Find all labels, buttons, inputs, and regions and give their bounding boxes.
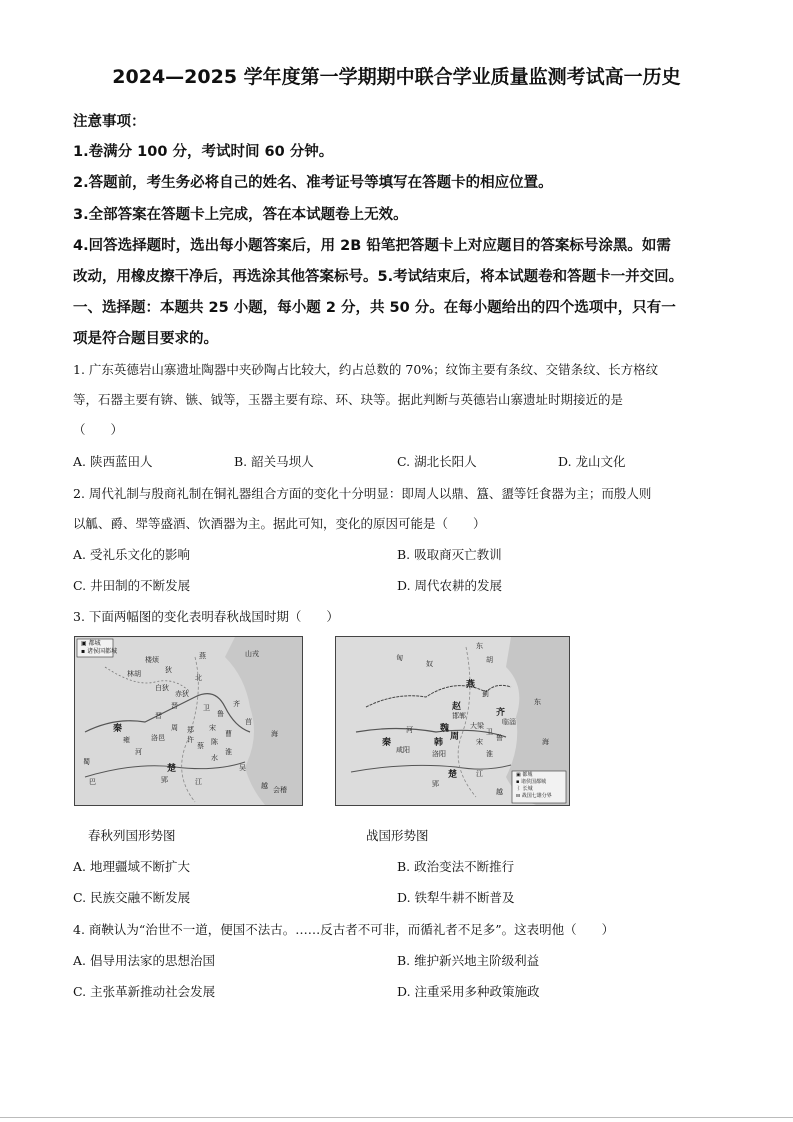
map-label: 齐 xyxy=(233,700,240,708)
q1-stem-cont: 等，石器主要有锛、镞、钺等，玉器主要有琮、环、玦等。据此判断与英德岩山寨遗址时期接近的是 xyxy=(73,392,624,407)
map-label: 水 xyxy=(211,754,218,762)
map-label: 蜀 xyxy=(83,758,90,766)
map-label: 楚 xyxy=(167,764,177,774)
map2-caption: 战国形势图 xyxy=(366,828,429,843)
map-label: 白狄 xyxy=(155,684,169,692)
q4-option-d[interactable]: D. 注重采用多种政策施政 xyxy=(397,984,540,999)
notes-heading: 注意事项： xyxy=(73,114,146,130)
legend-item: ▪ 诸侯国都城 xyxy=(516,779,546,785)
map-label: 周 xyxy=(171,724,178,732)
legend-item: ⊟ 战国七雄分界 xyxy=(516,793,552,799)
q2-option-a[interactable]: A. 受礼乐文化的影响 xyxy=(73,547,190,562)
map-label: 郢 xyxy=(161,776,168,784)
q1-stem: 1. 广东英德岩山寨遗址陶器中夹砂陶占比较大，约占总数的 70%；纹饰主要有条纹、交错条纹、长方格纹 xyxy=(73,362,659,377)
map-label: 卫 xyxy=(203,704,210,712)
map-label: 大梁 xyxy=(470,722,484,730)
map-label: 邯郸 xyxy=(452,712,466,720)
map-label: 会稽 xyxy=(273,786,287,794)
map-label: 巴 xyxy=(89,778,96,786)
map-label: 洛阳 xyxy=(432,750,446,758)
map-label: 奴 xyxy=(426,660,433,668)
map-label: 林胡 xyxy=(127,670,141,678)
map-label: 蔡 xyxy=(197,742,204,750)
q1-option-a[interactable]: A. 陕西蓝田人 xyxy=(73,454,153,469)
map-label: 宋 xyxy=(209,724,216,732)
map-label: 鲁 xyxy=(217,710,224,718)
q2-option-c[interactable]: C. 井田制的不断发展 xyxy=(73,578,191,593)
map-label: 河 xyxy=(135,748,142,756)
legend-item: ▣ 都城 xyxy=(81,640,101,647)
q4-option-a[interactable]: A. 倡导用法家的思想治国 xyxy=(73,953,215,968)
map-label: 秦 xyxy=(382,738,392,748)
map-label: 宋 xyxy=(476,738,483,746)
map-label: 韩 xyxy=(434,738,444,748)
map-label: 河 xyxy=(406,726,413,734)
map-label: 雍 xyxy=(123,736,130,744)
q1-option-b[interactable]: B. 韶关马坝人 xyxy=(234,454,314,469)
q2-stem: 2. 周代礼制与殷商礼制在铜礼器组合方面的变化十分明显：即周人以鼎、簋、盨等饪食器为主；而殷人则 xyxy=(73,486,652,501)
map1-legend xyxy=(78,639,120,657)
q1-option-d[interactable]: D. 龙山文化 xyxy=(558,454,626,469)
map-label: 越 xyxy=(496,788,503,796)
map-label: 赵 xyxy=(452,702,462,712)
map-label: 晋 xyxy=(171,702,178,710)
map-label: 郢 xyxy=(432,780,439,788)
spring-autumn-map xyxy=(74,636,303,806)
map-label: 江 xyxy=(476,770,483,778)
map-label: 海 xyxy=(542,738,549,746)
map-label: 越 xyxy=(261,782,268,790)
map-label: 山戎 xyxy=(245,650,259,658)
map-illustration xyxy=(75,637,302,805)
map-label: 曹 xyxy=(225,730,232,738)
q3-option-c[interactable]: C. 民族交融不断发展 xyxy=(73,890,191,905)
map-label: 临淄 xyxy=(502,718,516,726)
q1-answer-blank: （ ） xyxy=(73,422,124,437)
q2-option-d[interactable]: D. 周代农耕的发展 xyxy=(397,578,503,593)
map-label: 燕 xyxy=(466,680,476,690)
map-label: 淮 xyxy=(486,750,493,758)
map-label: 卫 xyxy=(486,728,493,736)
map-label: 蓟 xyxy=(482,690,489,698)
note-item: 3.全部答案在答题卡上完成，答在本试题卷上无效。 xyxy=(73,207,408,223)
map-label: 北 xyxy=(195,674,202,682)
map-label: 东 xyxy=(476,642,483,650)
exam-title: 2024—2025 学年度第一学期期中联合学业质量监测考试高一历史 xyxy=(112,66,681,88)
map-label: 秦 xyxy=(113,724,123,734)
q2-stem-cont: 以觚、爵、斝等盛酒、饮酒器为主。据此可知，变化的原因可能是（ ） xyxy=(73,516,486,531)
map-label: 周 xyxy=(450,732,460,742)
map-label: 海 xyxy=(271,730,278,738)
map-label: 魏 xyxy=(440,724,450,734)
q3-option-b[interactable]: B. 政治变法不断推行 xyxy=(397,859,515,874)
section-heading: 一、选择题：本题共 25 小题，每小题 2 分，共 50 分。在每小题给出的四个选项中，只有一 xyxy=(73,300,676,316)
q3-option-d[interactable]: D. 铁犁牛耕不断普及 xyxy=(397,890,515,905)
q4-stem: 4. 商鞅认为“治世不一道，便国不法古。……反古者不可非，而循礼者不足多”。这表明他（ ） xyxy=(73,922,615,937)
q4-option-c[interactable]: C. 主张革新推动社会发展 xyxy=(73,984,216,999)
map-label: 咸阳 xyxy=(396,746,410,754)
map-label: 胡 xyxy=(486,656,493,664)
q4-option-b[interactable]: B. 维护新兴地主阶级利益 xyxy=(397,953,540,968)
map-label: 鲁 xyxy=(496,734,503,742)
map-label: 莒 xyxy=(245,718,252,726)
map-label: 洛邑 xyxy=(151,734,165,742)
map-label: 匈 xyxy=(396,654,403,662)
map-label: 江 xyxy=(195,778,202,786)
section-heading-cont: 项是符合题目要求的。 xyxy=(73,331,218,347)
map-label: 吴 xyxy=(239,764,246,772)
map-label: 齐 xyxy=(496,708,506,718)
note-item: 4.回答选择题时，选出每小题答案后，用 2B 铅笔把答题卡上对应题目的答案标号涂黑。如需 xyxy=(73,238,671,254)
map-label: 狄 xyxy=(165,666,172,674)
q1-option-c[interactable]: C. 湖北长阳人 xyxy=(397,454,477,469)
legend-item: ⌇ 长城 xyxy=(516,786,533,792)
page-bottom-divider xyxy=(0,1117,793,1118)
legend-item: ▣ 都城 xyxy=(516,772,533,778)
map-label: 郑 xyxy=(187,726,194,734)
note-item: 2.答题前，考生务必将自己的姓名、准考证号等填写在答题卡的相应位置。 xyxy=(73,175,553,191)
map2-legend xyxy=(514,772,554,800)
q2-option-b[interactable]: B. 吸取商灭亡教训 xyxy=(397,547,502,562)
legend-item: ▪ 诸侯国都城 xyxy=(81,648,117,655)
map-label: 楚 xyxy=(448,770,458,780)
map-label: 东 xyxy=(534,698,541,706)
q3-stem: 3. 下面两幅图的变化表明春秋战国时期（ ） xyxy=(73,609,339,624)
note-item: 改动，用橡皮擦干净后，再选涂其他答案标号。5.考试结束后，将本试题卷和答题卡一并交回。 xyxy=(73,269,684,285)
map-label: 楼烦 xyxy=(145,656,159,664)
map-label: 赤狄 xyxy=(175,690,189,698)
map-label: 许 xyxy=(187,736,194,744)
map-label: 晋 xyxy=(155,712,162,720)
map-label: 燕 xyxy=(199,652,206,660)
q3-option-a[interactable]: A. 地理疆域不断扩大 xyxy=(73,859,190,874)
note-item: 1.卷满分 100 分，考试时间 60 分钟。 xyxy=(73,144,334,160)
warring-states-map xyxy=(335,636,570,806)
map-label: 陈 xyxy=(211,738,218,746)
map1-caption: 春秋列国形势图 xyxy=(88,828,176,843)
map-label: 淮 xyxy=(225,748,232,756)
